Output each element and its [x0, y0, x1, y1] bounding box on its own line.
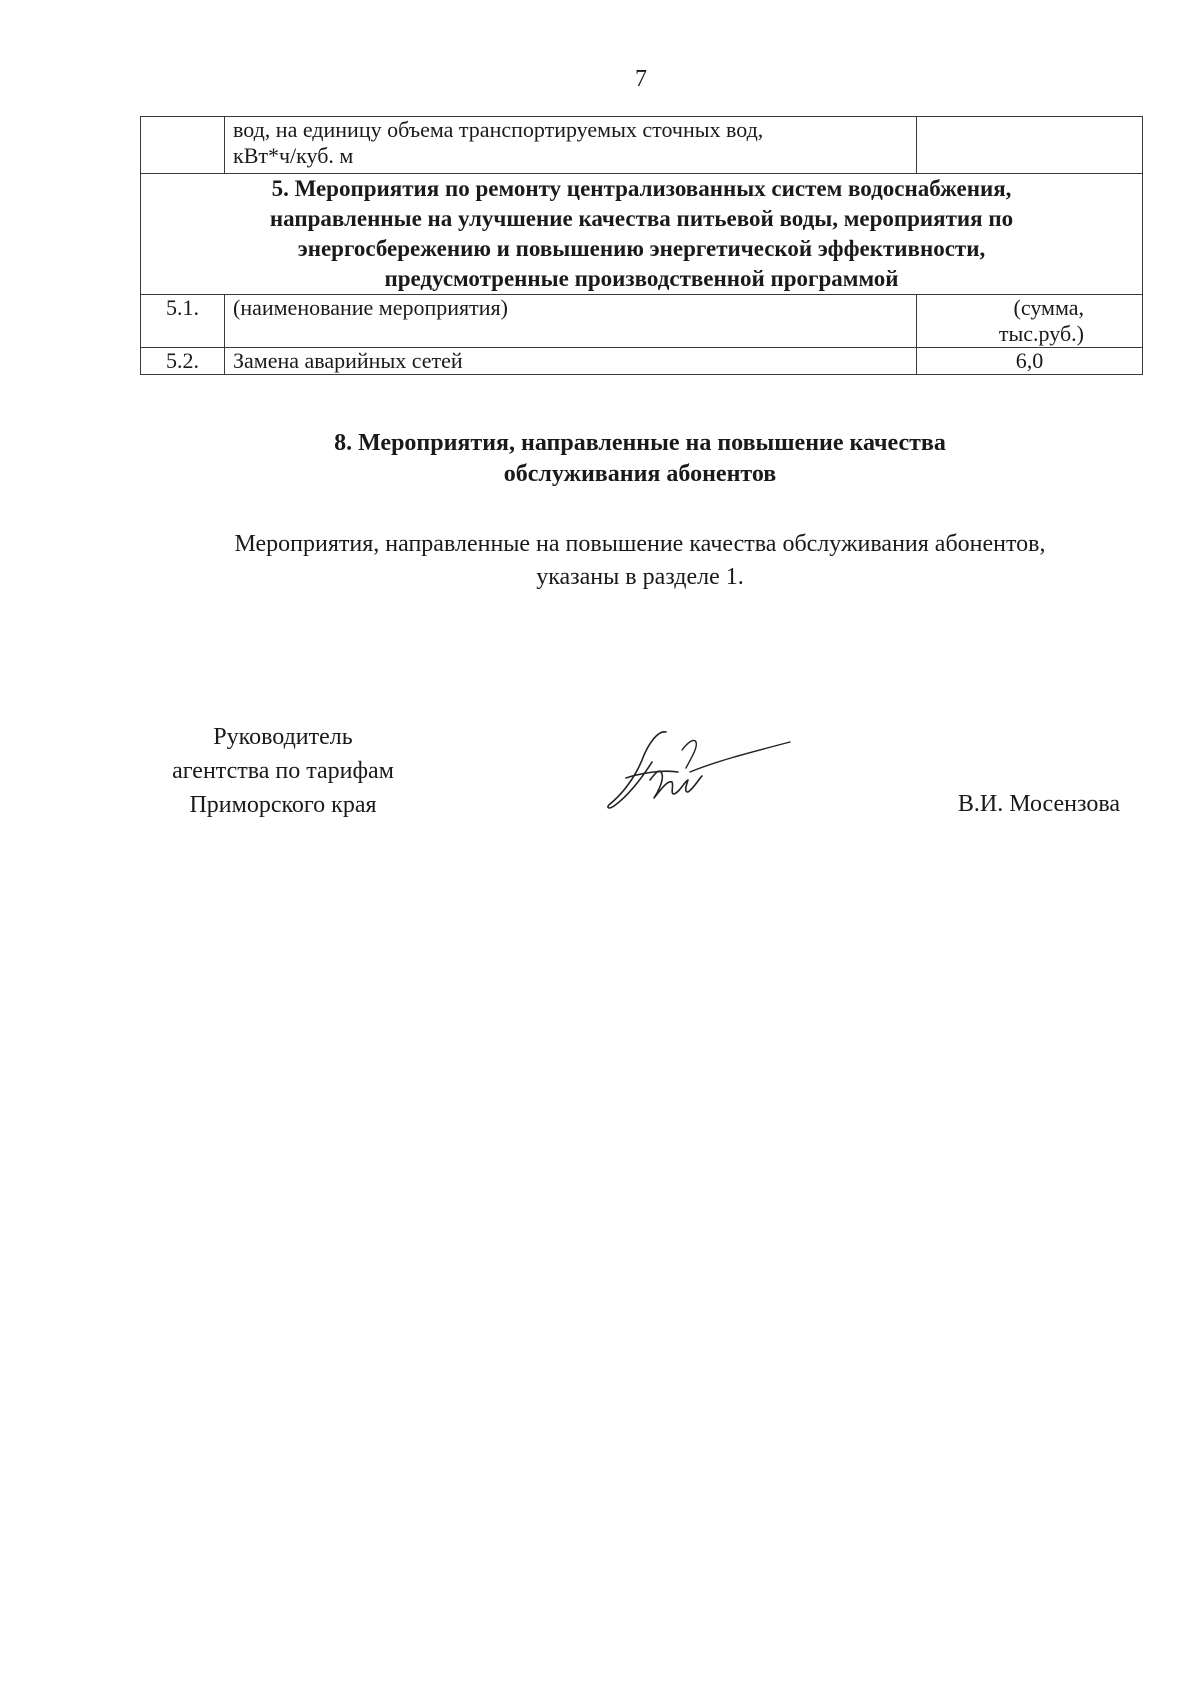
- section-heading-line: предусмотренные производственной программой: [384, 266, 899, 291]
- position-line: Руководитель: [213, 724, 353, 750]
- table-row: [141, 117, 1143, 174]
- section-heading-row: [141, 174, 1143, 295]
- paragraph-line: указаны в разделе 1.: [536, 564, 744, 590]
- position-line: Приморского края: [189, 792, 377, 818]
- description-line: вод, на единицу объема транспортируемых сточных вод,: [233, 117, 764, 142]
- description-line: кВт*ч/куб. м: [233, 143, 354, 168]
- section-heading-line: 5. Мероприятия по ремонту централизованных систем водоснабжения,: [271, 176, 1012, 201]
- value-line: тыс.руб.): [998, 321, 1084, 346]
- section-heading-line: энергосбережению и повышению энергетической эффективности,: [297, 236, 986, 261]
- row-value-cell: [917, 295, 1143, 348]
- row-description-cell: [225, 117, 917, 174]
- page-number: 7: [635, 66, 647, 92]
- row-description-cell: (наименование мероприятия): [225, 295, 917, 348]
- section-5-heading: [141, 174, 1143, 295]
- section-8-heading: [140, 428, 1140, 490]
- handwritten-signature: [604, 722, 794, 812]
- table-row: [141, 295, 1143, 348]
- position-line: агентства по тарифам: [172, 758, 394, 784]
- signer-position: [138, 720, 428, 822]
- section-heading-line: обслуживания абонентов: [503, 461, 777, 487]
- paragraph-line: Мероприятия, направленные на повышение качества обслуживания абонентов,: [234, 531, 1046, 557]
- section-8-text: [140, 528, 1140, 594]
- row-number-cell: [141, 117, 225, 174]
- row-number-cell: 5.1.: [141, 295, 225, 348]
- signer-name: В.И. Мосензова: [957, 791, 1120, 817]
- section-heading-line: направленные на улучшение качества питьевой воды, мероприятия по: [269, 206, 1014, 231]
- table-row: [141, 348, 1143, 375]
- section-heading-line: 8. Мероприятия, направленные на повышение качества: [334, 430, 946, 456]
- row-value-cell: [917, 117, 1143, 174]
- row-number-cell: 5.2.: [141, 348, 225, 375]
- row-value-cell: 6,0: [917, 348, 1143, 375]
- value-line: (сумма,: [1013, 295, 1084, 320]
- row-description-cell: Замена аварийных сетей: [225, 348, 917, 375]
- measures-table: [140, 116, 1143, 375]
